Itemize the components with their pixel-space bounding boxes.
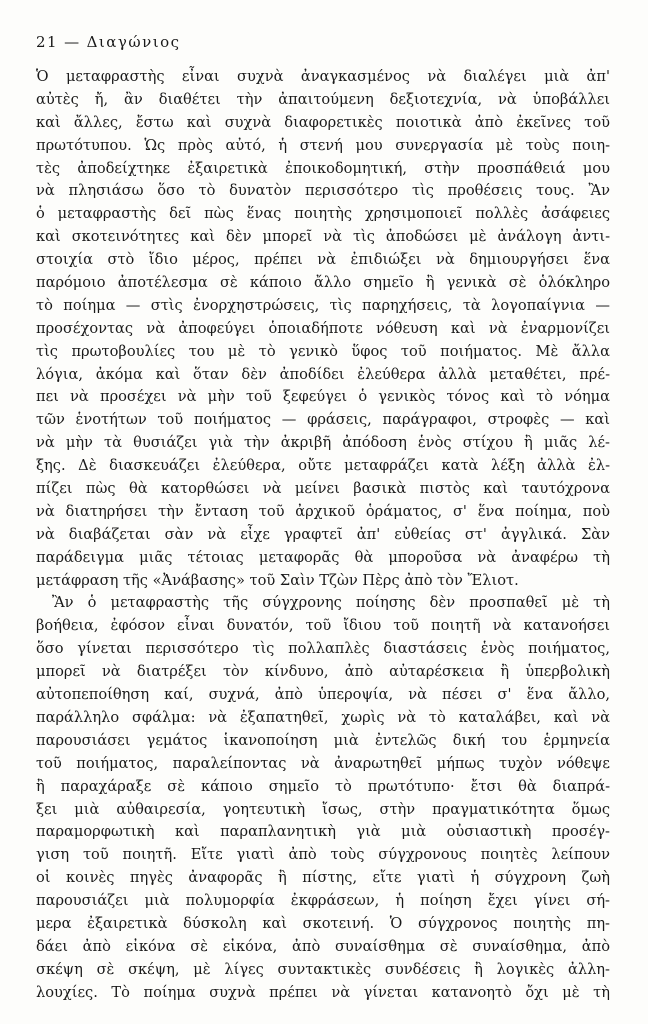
text-line: πίζει πὼς θὰ κατορθώσει νὰ μείνει βασικὰ πιστὸς καὶ ταυτόχρονα — [36, 480, 610, 498]
text-line: λόγια, ἀκόμα καὶ ὅταν δὲν ἀποδίδει ἐλεύθερα ἀλλὰ μεταθέτει, πρέ- — [36, 365, 610, 383]
text-line: ὅσο γίνεται περισσότερο τὶς πολλαπλὲς διαστάσεις ἑνὸς ποιήματος, — [36, 640, 610, 658]
text-line: λουχίες. Τὸ ποίημα συχνὰ πρέπει νὰ γίνεται κατανοητὸ ὄχι μὲ τὴ — [36, 983, 610, 1001]
running-head — [36, 33, 181, 51]
text-line: βοήθεια, ἐφόσον εἶναι δυνατόν, τοῦ ἴδιου τοῦ ποιητῆ νὰ κατανοήσει — [36, 617, 610, 635]
header-separator: — — [64, 33, 81, 51]
running-title: Διαγώνιος — [86, 33, 181, 51]
text-line: πρωτότυπου. Ὡς πρὸς αὐτό, ἡ στενή μου συνεργασία μὲ τοὺς ποιη- — [36, 136, 610, 154]
text-line: γιση τοῦ ποιητῆ. Εἴτε γιατὶ ἀπὸ τοὺς σύγχρονους ποιητὲς λείπουν — [36, 846, 610, 864]
page-number: 21 — [36, 33, 59, 51]
text-line: μπορεῖ νὰ διατρέξει τὸν κίνδυνο, ἀπὸ αὐταρέσκεια ἢ ὑπερβολικὴ — [36, 663, 610, 681]
text-line: παράδειγμα μιᾶς τέτοιας μεταφορᾶς θὰ μποροῦσα νὰ ἀναφέρω τὴ — [36, 548, 610, 566]
text-line: Ἂν ὁ μεταφραστὴς τῆς σύγχρονης ποίησης δὲν προσπαθεῖ μὲ τὴ — [52, 594, 610, 612]
text-line: δάει ἀπὸ εἰκόνα σὲ εἰκόνα, ἀπὸ συναίσθημα σὲ συναίσθημα, ἀπὸ — [36, 937, 610, 955]
text-line: παρόμοιο ἀποτέλεσμα σὲ κάποιο ἄλλο σημεῖο ἢ γενικὰ σὲ ὁλόκληρο — [36, 274, 610, 292]
text-line: μετάφραση τῆς «Ἀνάβασης» τοῦ Σαὶν Τζὼν Πὲρς ἀπὸ τὸν Ἔλιοτ. — [36, 571, 519, 589]
paragraph — [36, 592, 610, 1004]
text-line: στοιχία στὸ ἴδιο μέρος, πρέπει νὰ ἐπιδιώξει νὰ δημιουργήσει ἕνα — [36, 251, 610, 269]
text-line: παραμορφωτικὴ καὶ παραπλανητικὴ γιὰ μιὰ οὐσιαστικὴ προσέγ- — [36, 823, 610, 841]
text-line: νὰ πλησιάσω ὅσο τὸ δυνατὸν περισσότερο τὶς προθέσεις τους. Ἂν — [36, 182, 610, 200]
text-line: τῶν ἑνοτήτων τοῦ ποιήματος — φράσεις, παράγραφοι, στροφὲς — καὶ — [36, 411, 610, 429]
text-line: προσέχοντας νὰ ἀποφεύγει ὁποιαδήποτε νόθευση καὶ νὰ ἐναρμονίζει — [36, 319, 610, 337]
text-line: ὁ μεταφραστὴς δεῖ πὼς ἕνας ποιητὴς χρησιμοποιεῖ πολλὲς ἀσάφειες — [36, 205, 610, 223]
text-line: παρουσιάζει μιὰ πολυμορφία ἐκφράσεων, ἡ ποίηση ἔχει γίνει σή- — [36, 892, 610, 910]
text-line: νὰ διατηρήσει τὴν ἔνταση τοῦ ἀρχικοῦ ὁράματος, σ' ἕνα ποίημα, ποὺ — [36, 502, 610, 520]
text-line: παράλληλο σφάλμα: νὰ ἐξαπατηθεῖ, χωρὶς νὰ τὸ καταλάβει, καὶ νὰ — [36, 708, 610, 726]
text-line: μερα ἐξαιρετικὰ δύσκολη καὶ σκοτεινή. Ὁ σύγχρονος ποιητὴς πη- — [36, 914, 610, 932]
text-line: ξης. Δὲ διασκευάζει ἐλεύθερα, οὔτε μεταφράζει κατὰ λέξη ἀλλὰ ἐλ- — [36, 457, 610, 475]
text-line: νὰ διαβάζεται σὰν νὰ εἶχε γραφτεῖ ἀπ' εὐθείας στ' ἀγγλικά. Σὰν — [36, 525, 610, 543]
text-line: πει νὰ προσέχει νὰ μὴν τοῦ ξεφεύγει ὁ γενικὸς τόνος καὶ τὸ νόημα — [36, 388, 610, 406]
text-line: αὐτὲς ἤ, ἂν διαθέτει τὴν ἀπαιτούμενη δεξιοτεχνία, νὰ ὑποβάλλει — [36, 90, 610, 108]
text-line: τὸ ποίημα — στὶς ἐνορχηστρώσεις, τὶς παρηχήσεις, τὰ λογοπαίγνια — — [36, 296, 610, 314]
paragraph — [36, 66, 610, 592]
text-line: οἱ κοινὲς πηγὲς ἀναφορᾶς ἢ πίστης, εἴτε γιατὶ ἡ σύγχρονη ζωὴ — [36, 869, 610, 887]
text-line: Ὁ μεταφραστὴς εἶναι συχνὰ ἀναγκασμένος νὰ διαλέγει μιὰ ἀπ' — [36, 68, 610, 85]
text-line: τὶς πρωτοβουλίες του μὲ τὸ γενικὸ ὕφος τοῦ ποιήματος. Μὲ ἄλλα — [36, 342, 610, 360]
body-text — [36, 66, 610, 1005]
text-line: νὰ μὴν τὰ θυσιάζει γιὰ τὴν ἀκριβῆ ἀπόδοση ἑνὸς στίχου ἢ μιᾶς λέ- — [36, 434, 610, 452]
text-line: καὶ ἄλλες, ἔστω καὶ συχνὰ διαφορετικὲς ποιοτικὰ ἀπὸ ἐκεῖνες τοῦ — [36, 113, 610, 131]
text-line: καὶ σκοτεινότητες καὶ δὲν μπορεῖ νὰ τὶς ἀποδώσει μὲ ἀνάλογη ἀντι- — [36, 228, 610, 246]
text-line: ἢ παραχάραξε σὲ κάποιο σημεῖο τὸ πρωτότυπο· ἔτσι θὰ διαπρά- — [36, 777, 610, 795]
text-line: παρουσιάσει γεμάτος ἱκανοποίηση μιὰ ἐντελῶς δική του ἑρμηνεία — [36, 731, 610, 749]
text-line: τοῦ ποιήματος, παραλείποντας νὰ ἀναρωτηθεῖ μήπως τυχὸν νόθεψε — [36, 754, 610, 772]
text-line: αὐτοπεποίθηση καί, συχνά, ἀπὸ ὑπεροψία, νὰ πέσει σ' ἕνα ἄλλο, — [36, 686, 610, 704]
text-line: ξει μιὰ αὐθαιρεσία, γοητευτικὴ ἴσως, στὴν πραγματικότητα ὅμως — [36, 800, 610, 818]
text-line: τὲς ἀποδείχτηκε ἐξαιρετικὰ ἐποικοδομητική, στὴν προσπάθειά μου — [36, 159, 610, 177]
text-line: σκέψη σὲ σκέψη, μὲ λίγες συντακτικὲς συνδέσεις ἢ λογικὲς ἀλλη- — [36, 960, 610, 978]
